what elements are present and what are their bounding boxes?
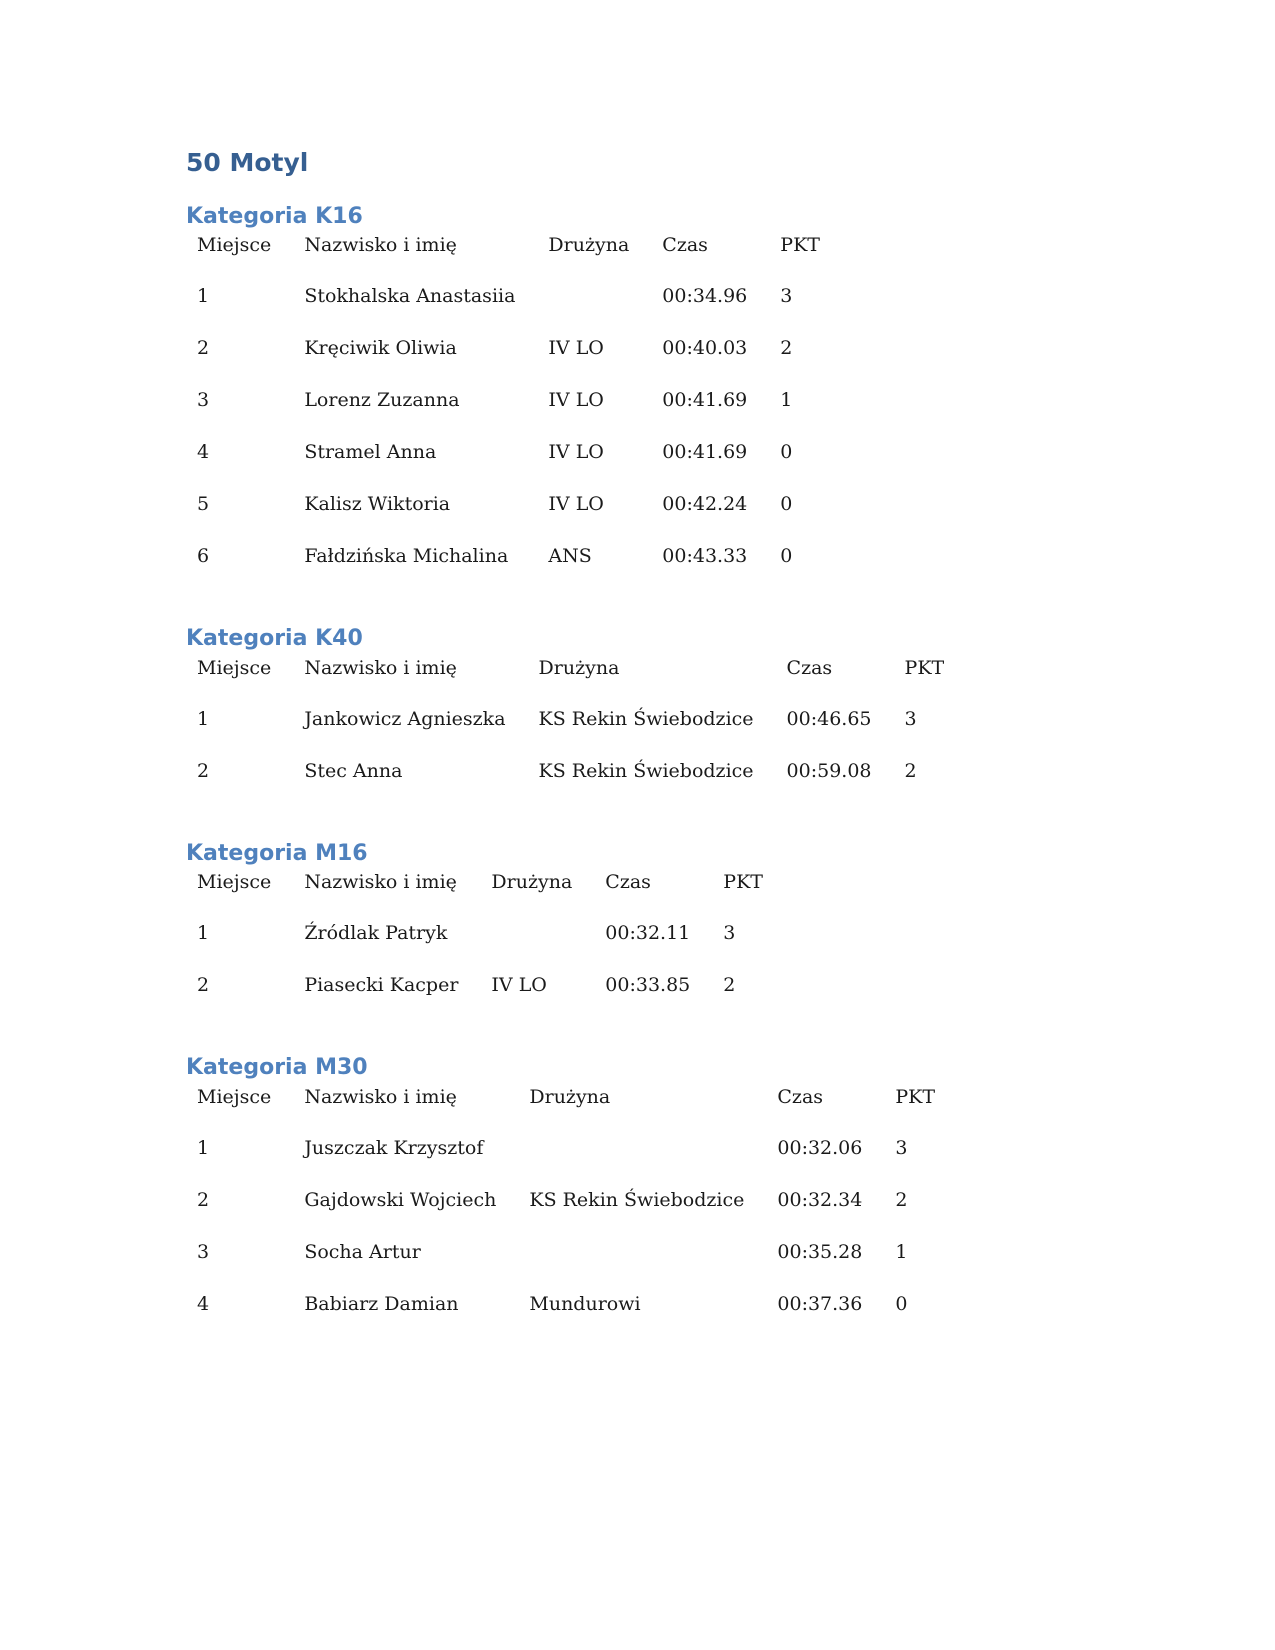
team-cell [480,907,594,959]
name-cell: Juszczak Krzysztof [304,1136,484,1159]
points-cell: 1 [780,389,793,412]
place-cell: 1 [197,707,210,730]
team-cell: KS Rekin Świebodzice [529,1188,745,1211]
category-title: Kategoria K16 [186,204,363,229]
table-row [186,426,842,478]
column-header-time: Czas [777,1085,824,1108]
team-cell [537,270,651,322]
category-section [186,204,1186,582]
table-row [186,1278,957,1330]
column-header-team: Drużyna [529,1085,611,1108]
category-title: Kategoria M16 [186,840,368,866]
column-header-team: Drużyna [548,234,630,257]
points-cell: 2 [895,1188,908,1211]
name-cell: Kalisz Wiktoria [304,493,451,516]
time-cell: 00:42.24 [662,493,748,516]
place-cell: 4 [197,1292,210,1315]
table-row [186,1174,957,1226]
place-cell: 3 [197,389,210,412]
table-header-row [186,1086,957,1122]
categories-container [186,204,1186,1330]
points-cell: 2 [904,759,917,782]
table-header-row [186,234,842,270]
name-cell: Socha Artur [304,1240,421,1263]
team-cell: KS Rekin Świebodzice [538,759,754,782]
name-cell: Kręciwik Oliwia [304,337,457,360]
table-row [186,745,966,797]
points-cell: 2 [780,337,793,360]
name-cell: Fałdzińska Michalina [304,545,509,568]
place-cell: 1 [197,285,210,308]
name-cell: Babiarz Damian [304,1292,459,1315]
time-cell: 00:41.69 [662,441,748,464]
name-cell: Stokhalska Anastasiia [304,285,516,308]
column-header-name: Nazwisko i imię [304,871,457,894]
team-cell: IV LO [491,974,547,997]
column-header-place: Miejsce [197,1085,272,1108]
column-header-time: Czas [662,234,708,257]
table-row [186,530,842,582]
results-document [186,148,1186,1374]
place-cell: 2 [197,759,210,782]
points-cell: 3 [895,1136,908,1159]
points-cell: 0 [895,1292,908,1315]
place-cell: 6 [197,545,210,568]
results-table [186,657,966,797]
place-cell: 4 [197,441,210,464]
column-header-name: Nazwisko i imię [304,234,457,257]
points-cell: 3 [904,707,917,730]
time-cell: 00:32.34 [777,1188,863,1211]
page-title: 50 Motyl [186,148,309,177]
name-cell: Stramel Anna [304,441,437,464]
team-cell: IV LO [548,441,604,464]
name-cell: Jankowicz Agnieszka [304,707,506,730]
time-cell: 00:59.08 [786,759,872,782]
place-cell: 1 [197,922,210,945]
points-cell: 3 [723,922,736,945]
column-header-team: Drużyna [538,656,620,679]
time-cell: 00:35.28 [777,1240,863,1263]
place-cell: 2 [197,1188,210,1211]
team-cell: IV LO [548,493,604,516]
column-header-name: Nazwisko i imię [304,656,457,679]
place-cell: 2 [197,337,210,360]
points-cell: 0 [780,545,793,568]
results-table [186,871,785,1011]
team-cell: IV LO [548,389,604,412]
column-header-place: Miejsce [197,234,272,257]
table-row [186,478,842,530]
team-cell: IV LO [548,337,604,360]
table-header-row [186,657,966,693]
results-table [186,234,842,582]
points-cell: 3 [780,285,793,308]
table-row [186,374,842,426]
time-cell: 00:41.69 [662,389,748,412]
points-cell: 0 [780,493,793,516]
place-cell: 1 [197,1136,210,1159]
name-cell: Piasecki Kacper [304,974,459,997]
place-cell: 3 [197,1240,210,1263]
column-header-time: Czas [605,871,651,894]
time-cell: 00:43.33 [662,545,748,568]
points-cell: 0 [780,441,793,464]
time-cell: 00:32.06 [777,1136,863,1159]
name-cell: Lorenz Zuzanna [304,389,460,412]
column-header-points: PKT [780,234,820,257]
category-section [186,626,1186,796]
table-row [186,693,966,745]
place-cell: 5 [197,493,210,516]
name-cell: Źródlak Patryk [304,922,448,945]
time-cell: 00:46.65 [786,707,872,730]
team-cell [518,1122,766,1174]
column-header-time: Czas [786,656,833,679]
column-header-team: Drużyna [491,871,573,894]
time-cell: 00:34.96 [662,285,748,308]
points-cell: 2 [723,974,736,997]
name-cell: Stec Anna [304,759,403,782]
name-cell: Gajdowski Wojciech [304,1188,497,1211]
table-row [186,1226,957,1278]
time-cell: 00:37.36 [777,1292,863,1315]
column-header-points: PKT [895,1085,936,1108]
time-cell: 00:32.11 [605,922,691,945]
category-title: Kategoria M30 [186,1055,368,1081]
points-cell: 1 [895,1240,908,1263]
time-cell: 00:33.85 [605,974,691,997]
category-title: Kategoria K40 [186,626,363,652]
table-row [186,907,785,959]
category-section [186,841,1186,1011]
table-row [186,1122,957,1174]
table-row [186,322,842,374]
time-cell: 00:40.03 [662,337,748,360]
results-table [186,1086,957,1330]
category-section [186,1055,1186,1329]
column-header-points: PKT [904,656,945,679]
column-header-name: Nazwisko i imię [304,1085,457,1108]
team-cell [518,1226,766,1278]
column-header-place: Miejsce [197,656,272,679]
team-cell: Mundurowi [529,1292,641,1315]
team-cell: ANS [548,545,592,568]
team-cell: KS Rekin Świebodzice [538,707,754,730]
place-cell: 2 [197,974,210,997]
table-header-row [186,871,785,907]
table-row [186,959,785,1011]
column-header-points: PKT [723,871,763,894]
column-header-place: Miejsce [197,871,272,894]
table-row [186,270,842,322]
